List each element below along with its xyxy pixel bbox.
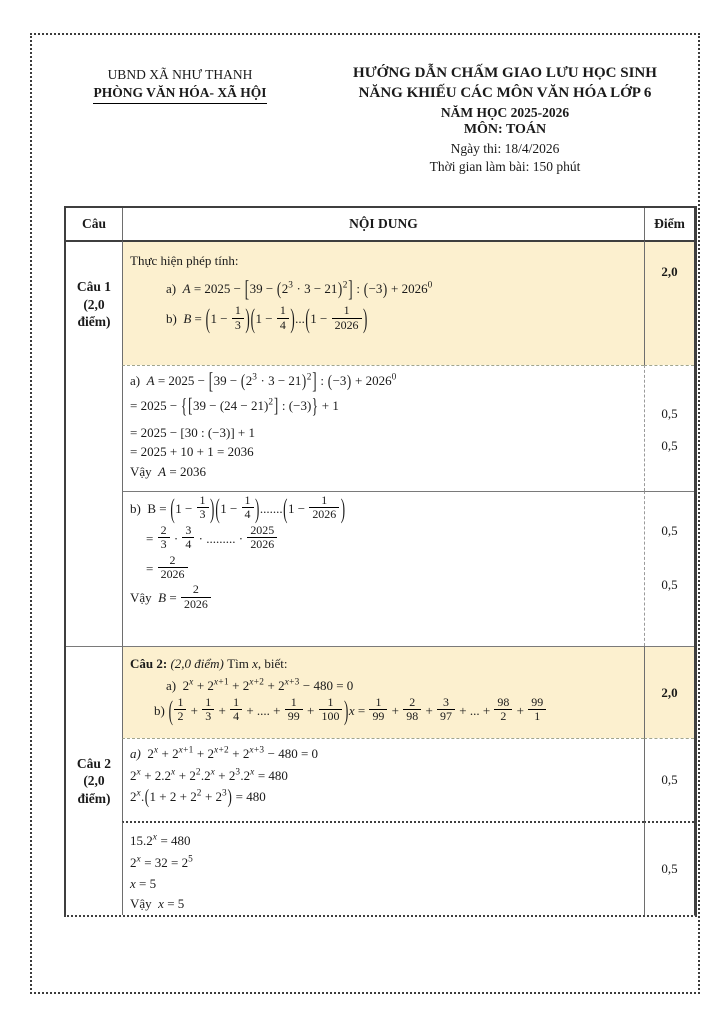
issuing-org-block (60, 66, 300, 104)
q2-label-cell: Câu 2 (2,0 điểm) (66, 646, 122, 915)
q1a-line5: Vậy A = 2036 (130, 463, 206, 479)
q1a-point-1: 0,5 (661, 406, 678, 421)
exam-date: Ngày thi: 18/4/2026 (450, 140, 560, 156)
q2a-b2-line4: Vậy x = 5 (130, 895, 185, 911)
q1b-point-cell (644, 491, 694, 646)
document-title-block (300, 64, 710, 176)
q1-question-line-a: a) $A = 2025 - [39 - (2^3 \cdot 3 - 21)^2]$ : $(-3) + 2026^0$ (166, 274, 433, 302)
q2a-b2-line2: $2^x = 32 = 2^5$ (130, 854, 194, 870)
q1a-solution-cell (122, 365, 644, 491)
q2a-b2-line1: $15.2^x = 480$ (130, 832, 191, 848)
q1-question-intro: Thực hiện phép tính: (130, 253, 239, 268)
q1a-line3: = 2025 − [30 : (−3)] + 1 (130, 424, 256, 440)
q1b-point-1: 0,5 (661, 523, 678, 538)
q2-question-title: Câu 2: (2,0 điểm) Tìm x, biết: (130, 656, 288, 671)
q2a-b1-line1: a) $2^x + 2^{x+1} + 2^{x+2} + 2^{x+3} - 480 = 0$ (130, 745, 319, 761)
q1a-point-cell (644, 365, 694, 491)
q1b-line1: b) B = (1 − $\frac{1}{3}$ )(1 − $\frac{1}{4}$ ).......(1 − $\frac{1}{2026}$ ) (130, 492, 346, 525)
q1-label-cell: Câu 1 (2,0 điểm) (66, 240, 122, 646)
q1b-solution-cell (122, 491, 644, 646)
doc-title-line2: NĂNG KHIẾU CÁC MÔN VĂN HÓA LỚP 6 (358, 84, 652, 101)
doc-title-line1: HƯỚNG DẪN CHẤM GIAO LƯU HỌC SINH (353, 65, 657, 81)
q1-question-point-cell (644, 240, 694, 365)
q1-question-line-b: b) B = (1 − $\frac{1}{3}$ )(1 − $\frac{1}{4}$ )...(1 − $\frac{1}{2026}$ ) (166, 302, 368, 335)
q2a-b2-line3: x = 5 (130, 876, 157, 891)
q2a-block1-point-cell (644, 738, 694, 821)
q1-question-point: 2,0 (661, 264, 678, 279)
q1a-line1: a) $A = 2025 - [39 - (2^3 \cdot 3 - 21)^2]$ : $(-3) + 2026^0$ (130, 367, 397, 395)
q2-question-point-cell (644, 646, 694, 738)
col-header-noidung: NỘI DUNG (122, 208, 644, 240)
q1b-line4: Vậy B = $\frac{2}{2026}$ (130, 584, 638, 614)
q2a-block2-point: 0,5 (661, 861, 678, 876)
q1b-line2: = $\frac{2}{3}$ · $\frac{3}{4}$ · ......... · $\frac{2025}{2026}$ (130, 525, 638, 555)
org-name-line1: UBND XÃ NHƯ THANH (107, 67, 253, 82)
q2-question-cell (122, 646, 644, 738)
grading-table (64, 206, 697, 917)
duration: Thời gian làm bài: 150 phút (429, 158, 581, 174)
q2a-block1-cell (122, 738, 644, 821)
q2a-block2-cell (122, 821, 644, 915)
col-header-cau: Câu (81, 216, 106, 231)
q2-question-line-b: b) ( $\frac{1}{2}$ + $\frac{1}{3}$ + $\frac{1}{4}$ + .... + $\frac{1}{99}$ + $\frac{1}{100}$ )x = $\frac{1}{99}$ + $\frac{2}{98}$ + $\frac{3}{97}$ + ... + $\frac{98}{2}$ + $\frac{99}{1}$ (130, 697, 638, 727)
q2-question-point: 2,0 (661, 684, 678, 700)
subject: MÔN: TOÁN (463, 122, 547, 138)
q1a-line2: = $2025 - \{[39 - (24 - 21)^2]$ : (−3)} + 1 (130, 393, 339, 418)
school-year: NĂM HỌC 2025-2026 (440, 104, 570, 120)
q2-question-line-a: a) $2^x + 2^{x+1} + 2^{x+2} + 2^{x+3} - 480 = 0$ (166, 677, 354, 693)
org-name-line2: PHÒNG VĂN HÓA- XÃ HỘI (60, 84, 300, 104)
q1a-line4: = 2025 + 10 + 1 = 2036 (130, 444, 254, 460)
q2a-b1-line3: $2^x.(1 + 2 + 2^2 + 2^3) = 480$ (130, 785, 266, 808)
q2a-block2-point-cell (644, 821, 694, 915)
q1b-line3: = $\frac{2}{2026}$ (130, 555, 638, 585)
col-header-diem: Điểm (644, 208, 694, 240)
q1a-point-2: 0,5 (661, 438, 678, 453)
q2a-block1-point: 0,5 (661, 772, 678, 787)
q1-question-cell (122, 240, 644, 365)
q1b-point-2: 0,5 (661, 577, 678, 592)
q2a-b1-line2: $2^x + 2.2^x + 2^2.2^x + 2^3.2^x = 480$ (130, 767, 288, 783)
